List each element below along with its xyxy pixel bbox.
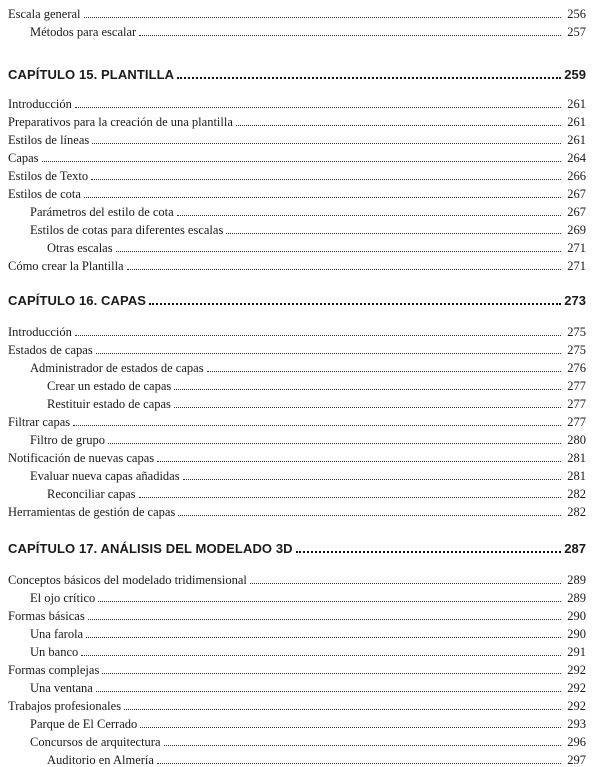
dot-leader — [75, 335, 561, 336]
toc-entry — [8, 93, 586, 111]
toc-entry — [47, 393, 586, 411]
toc-entry-title: Concursos de arquitectura — [30, 735, 161, 749]
dot-leader — [140, 727, 561, 728]
dot-leader — [296, 551, 561, 553]
toc-entry — [47, 375, 586, 393]
toc-entry-title: Parámetros del estilo de cota — [30, 205, 174, 219]
dot-leader — [84, 197, 561, 198]
dot-leader — [127, 269, 561, 270]
toc-entry-page: 292 — [567, 681, 586, 695]
dot-leader — [177, 215, 561, 216]
toc-entry-title: Filtro de grupo — [30, 433, 105, 447]
toc-entry-page: 297 — [567, 753, 586, 767]
dot-leader — [174, 407, 561, 408]
toc-entry-page: 281 — [567, 469, 586, 483]
dot-leader — [139, 497, 562, 498]
toc-entry-title: Reconciliar capas — [47, 487, 136, 501]
chapter-heading — [8, 536, 586, 556]
toc-entry — [47, 483, 586, 501]
toc-entry-title: El ojo crítico — [30, 591, 96, 605]
toc-entry-title: Una farola — [30, 627, 84, 641]
toc-entry-page: 289 — [567, 573, 586, 587]
toc-entry — [8, 3, 586, 21]
toc-entry — [8, 659, 586, 677]
dot-leader — [139, 35, 561, 36]
toc-entry-title: Conceptos básicos del modelado tridimensional — [8, 573, 247, 587]
toc-entry-title: Trabajos profesionales — [8, 699, 122, 713]
dot-leader — [124, 709, 561, 710]
toc-entry-title: Restituir estado de capas — [47, 397, 171, 411]
chapter-page: 287 — [564, 541, 586, 556]
toc-entry-title: Formas básicas — [8, 609, 85, 623]
toc-entry-title: Un banco — [30, 645, 79, 659]
toc-entry-page: 292 — [567, 663, 586, 677]
toc-entry-page: 277 — [567, 415, 586, 429]
toc-entry-page: 281 — [567, 451, 586, 465]
toc-entry — [8, 695, 586, 713]
toc-entry-page: 264 — [567, 151, 586, 165]
chapter-title: CAPÍTULO 15. PLANTILLA — [8, 67, 175, 82]
toc-entry-page: 266 — [567, 169, 586, 183]
chapter-page: 273 — [564, 293, 586, 308]
toc-entry-page: 293 — [567, 717, 586, 731]
toc-entry-title: Formas complejas — [8, 663, 100, 677]
toc-entry — [47, 749, 586, 767]
toc-entry-page: 282 — [567, 505, 586, 519]
toc-entry-title: Parque de El Cerrado — [30, 717, 138, 731]
toc-entry-title: Estilos de Texto — [8, 169, 89, 183]
toc-entry — [8, 165, 586, 183]
toc-entry-page: 267 — [567, 187, 586, 201]
toc-entry-title: Escala general — [8, 7, 81, 21]
toc-entry-title: Cómo crear la Plantilla — [8, 259, 124, 273]
toc-entry-title: Evaluar nueva capas añadidas — [30, 469, 180, 483]
toc-entry-page: 291 — [567, 645, 586, 659]
dot-leader — [86, 637, 561, 638]
toc-entry-title: Otras escalas — [47, 241, 113, 255]
toc-entry-title: Preparativos para la creación de una plantilla — [8, 115, 233, 129]
toc-entry-title: Estados de capas — [8, 343, 93, 357]
toc-entry-title: Administrador de estados de capas — [30, 361, 204, 375]
dot-leader — [75, 107, 561, 108]
dot-leader — [42, 161, 561, 162]
toc-entry — [30, 201, 586, 219]
toc-entry-page: 261 — [567, 115, 586, 129]
toc-entry — [30, 587, 586, 605]
toc-entry-title: Notificación de nuevas capas — [8, 451, 155, 465]
toc-entry-page: 267 — [567, 205, 586, 219]
dot-leader — [98, 601, 561, 602]
dot-leader — [73, 425, 561, 426]
toc-entry — [30, 641, 586, 659]
toc-entry — [30, 623, 586, 641]
toc-entry — [30, 429, 586, 447]
toc-entry-title: Filtrar capas — [8, 415, 71, 429]
toc-entry — [8, 339, 586, 357]
toc-entry — [47, 237, 586, 255]
toc-entry-page: 282 — [567, 487, 586, 501]
toc-entry — [30, 713, 586, 731]
toc-entry-title: Crear un estado de capas — [47, 379, 172, 393]
toc-entry — [8, 321, 586, 339]
toc-entry-page: 256 — [567, 7, 586, 21]
dot-leader — [92, 143, 561, 144]
dot-leader — [96, 691, 561, 692]
toc-entry-page: 290 — [567, 627, 586, 641]
toc-entry-title: Introducción — [8, 325, 72, 339]
dot-leader — [177, 77, 561, 79]
toc-entry — [8, 255, 586, 273]
dot-leader — [226, 233, 561, 234]
toc-entry-page: 296 — [567, 735, 586, 749]
toc-entry-title: Estilos de cotas para diferentes escalas — [30, 223, 224, 237]
dot-leader — [164, 745, 561, 746]
toc-entry-page: 276 — [567, 361, 586, 375]
chapter-page: 259 — [564, 67, 586, 82]
toc-entry — [30, 731, 586, 749]
toc-entry — [8, 411, 586, 429]
chapter-title: CAPÍTULO 17. ANÁLISIS DEL MODELADO 3D — [8, 541, 293, 556]
toc-entry — [30, 219, 586, 237]
chapter-heading — [8, 62, 586, 82]
toc-entry — [8, 605, 586, 623]
dot-leader — [174, 389, 561, 390]
toc-entry-page: 261 — [567, 97, 586, 111]
dot-leader — [91, 179, 561, 180]
dot-leader — [236, 125, 561, 126]
dot-leader — [108, 443, 561, 444]
toc-entry — [8, 569, 586, 587]
dot-leader — [157, 763, 561, 764]
toc-entry-title: Auditorio en Almería — [47, 753, 154, 767]
chapter-heading — [8, 288, 586, 308]
chapter-title: CAPÍTULO 16. CAPAS — [8, 293, 147, 308]
toc-entry-title: Estilos de líneas — [8, 133, 90, 147]
toc-entry-page: 275 — [567, 343, 586, 357]
toc-entry-page: 290 — [567, 609, 586, 623]
toc-entry — [8, 111, 586, 129]
toc-entry — [8, 147, 586, 165]
toc-entry-page: 271 — [567, 241, 586, 255]
toc-entry-page: 280 — [567, 433, 586, 447]
toc-entry-title: Capas — [8, 151, 39, 165]
toc-entry-page: 261 — [567, 133, 586, 147]
toc-entry — [30, 677, 586, 695]
dot-leader — [116, 251, 561, 252]
dot-leader — [81, 655, 561, 656]
toc-entry-title: Una ventana — [30, 681, 93, 695]
toc-entry — [30, 21, 586, 39]
toc-entry — [8, 183, 586, 201]
dot-leader — [96, 353, 561, 354]
toc-entry-page: 271 — [567, 259, 586, 273]
dot-leader — [102, 673, 561, 674]
toc-entry-page: 257 — [567, 25, 586, 39]
toc-entry — [30, 465, 586, 483]
dot-leader — [178, 515, 561, 516]
toc-entry — [8, 447, 586, 465]
toc-entry — [8, 501, 586, 519]
toc-entry-title: Métodos para escalar — [30, 25, 137, 39]
dot-leader — [183, 479, 561, 480]
toc-entry-page: 292 — [567, 699, 586, 713]
dot-leader — [149, 303, 561, 305]
dot-leader — [84, 17, 561, 18]
toc-entry-title: Estilos de cota — [8, 187, 81, 201]
dot-leader — [88, 619, 561, 620]
toc-entry-page: 275 — [567, 325, 586, 339]
dot-leader — [207, 371, 561, 372]
dot-leader — [157, 461, 561, 462]
toc-entry-page: 277 — [567, 397, 586, 411]
toc-entry — [8, 129, 586, 147]
toc-entry-title: Herramientas de gestión de capas — [8, 505, 176, 519]
toc-entry-page: 277 — [567, 379, 586, 393]
dot-leader — [250, 583, 561, 584]
toc-entry-title: Introducción — [8, 97, 72, 111]
toc-entry — [30, 357, 586, 375]
toc-entry-page: 269 — [567, 223, 586, 237]
toc-entry-page: 289 — [567, 591, 586, 605]
